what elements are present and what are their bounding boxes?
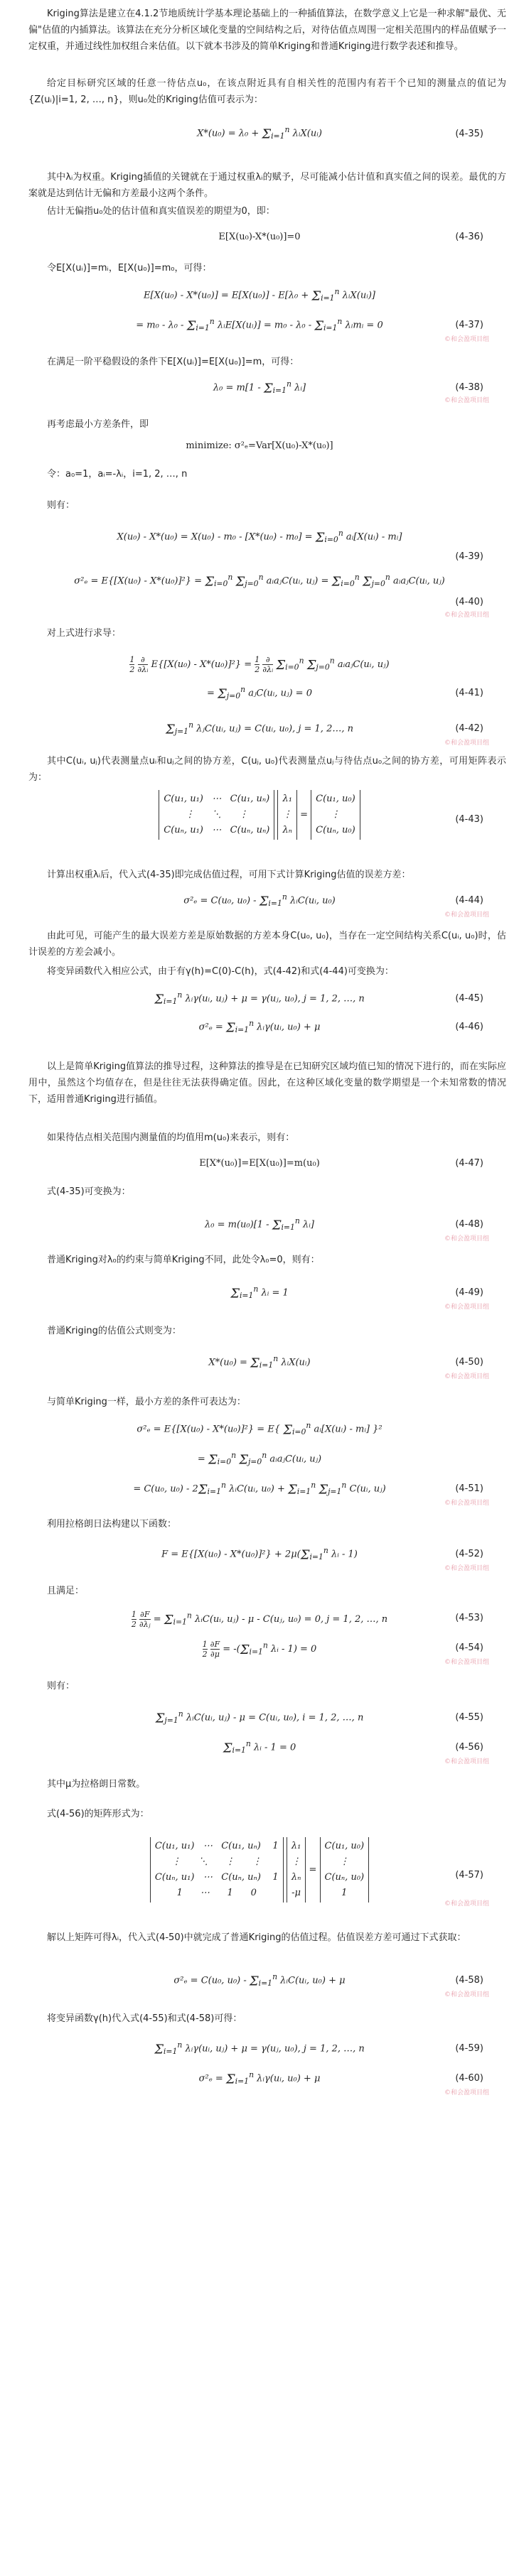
watermark: ©和会盈项目组 bbox=[444, 336, 489, 343]
watermark: ©和会盈项目组 bbox=[444, 2089, 489, 2096]
equation-number: (4-50) bbox=[455, 1357, 483, 1368]
equation-number: (4-58) bbox=[455, 1975, 483, 1986]
equation: $\sigma^2_e = \Sigma_{i=1}^n$ λᵢγ(uᵢ, u₀) + μ bbox=[198, 2070, 321, 2087]
equation-matrix: C(u₁, u₁) ⋯ C(u₁, uₙ) 1 ⋮ ⋱ ⋮ ⋮ C(uₙ, u₁) ⋯ C(uₙ, uₙ) 1 1 ⋯ 1 0 λ₁ ⋮ λₙ -μ = C(u₁, u₀) ⋮ C(uₙ, u₀) 1 bbox=[28, 1837, 491, 1903]
equation: $\sigma^2_e = \Sigma_{i=1}^n$ λᵢγ(uᵢ, u₀) + μ bbox=[198, 1019, 321, 1036]
equation: $\lambda_0 = m(u_0)[1 - \Sigma_{i=1}^n$ λᵢ] bbox=[205, 1216, 314, 1233]
equation-number: (4-51) bbox=[455, 1483, 483, 1494]
equation: = $\Sigma_{j=0}^n$ aⱼC(uᵢ, uⱼ) = 0 bbox=[207, 685, 312, 702]
equation: = C(u₀, $u_0) - 2\Sigma_{i=1}^n$ λᵢC(uᵢ, $u_0) + \Sigma_{i=1}^n$ $\Sigma_{j=1}^n$ C(uᵢ, uⱼ) bbox=[133, 1481, 386, 1498]
equation-matrix: C(u₁, u₁) ⋯ C(u₁, uₙ) ⋮ ⋱ ⋮ C(uₙ, u₁) ⋯ C(uₙ, uₙ) λ₁ ⋮ λₙ = C(u₁, u₀) ⋮ C(uₙ, u₀) bbox=[28, 790, 491, 840]
paragraph: 普通Kriging的估值公式则变为： bbox=[47, 1326, 181, 1336]
equation: $\frac{1}{2}$ $\frac{\partial}{\text{∂λᵢ}}$ E{[X(u₀) - X*(u₀)]²} = $\frac{1}{2}$ $\frac{\partial}{\text{∂λᵢ}}$ $\Sigma_{i=0}^n$ $\Sigma_{j=0}^n$ aᵢaⱼC(uᵢ, uⱼ) bbox=[129, 655, 390, 674]
equation: $X(u_0) - X*(u_0) = X(u_0) - m_0 - [X*(u_0) - m_0] = \Sigma_{i=0}^n$ aᵢ[X(uᵢ) - mᵢ] bbox=[117, 529, 402, 546]
paragraph: 以上是简单Kriging值算法的推导过程，这种算法的推导是在已知研究区域均值已知的情况下进行的，而在实际应用中，虽然这个均值存在，但是往往无法获得确定值。因此，在这种区域化变量的数学期望是一个未知常数的情况下，适用普通Kriging进行插值。 bbox=[28, 1061, 506, 1105]
equation-number: (4-41) bbox=[455, 688, 483, 698]
watermark: ©和会盈项目组 bbox=[444, 1235, 489, 1243]
paragraph: 式(4-35)可变换为： bbox=[47, 1186, 131, 1197]
equation-number: (4-53) bbox=[455, 1613, 483, 1623]
equation: $\Sigma_{i=1}^n$ λᵢγ(uᵢ, uⱼ) + μ = γ(uⱼ, u₀), j = 1, 2, …, n bbox=[154, 2040, 365, 2057]
equation: $X*(u_0) = \lambda_0 + \Sigma_{i=1}^n$ λᵢX(uᵢ) bbox=[197, 125, 322, 142]
equation-number: (4-47) bbox=[455, 1158, 483, 1169]
equation-number: (4-57) bbox=[455, 1870, 483, 1880]
paragraph: 由此可见，可能产生的最大误差方差是原始数据的方差本身C(u₀, u₀)，当存在一定空间结构关系C(uᵢ, u₀)时，估计误差的方差会减小。 bbox=[28, 931, 506, 958]
equation-number: (4-54) bbox=[455, 1643, 483, 1653]
equation: E[X*(u₀)]=E[X(u₀)]=m(u₀) bbox=[199, 1158, 320, 1169]
paragraph: 如果待估点相关范围内测量值的均值用m(u₀)来表示，则有： bbox=[47, 1132, 295, 1143]
equation-number: (4-44) bbox=[455, 895, 483, 906]
equation: $\Sigma_{i=1}^n$ λᵢ - 1 = 0 bbox=[223, 1739, 296, 1756]
equation: $\frac{1}{2}$ $\frac{\partial F}{\text{∂λⱼ}}$ = $\Sigma_{i=1}^n$ λᵢC(uᵢ, uⱼ) - μ - C(uⱼ, u₀) = 0, j = 1, 2, …, n bbox=[131, 1610, 388, 1629]
paragraph: 式(4-56)的矩阵形式为： bbox=[47, 1809, 149, 1819]
equation-number: (4-56) bbox=[455, 1742, 483, 1753]
watermark: ©和会盈项目组 bbox=[444, 1900, 489, 1907]
equation-number: (4-60) bbox=[455, 2073, 483, 2084]
paragraph: 给定目标研究区域的任意一待估点u₀，在该点附近具有自相关性的范围内有若干个已知的测量点的值记为{Z(uᵢ)|i=1, 2, …, n}，则u₀处的Kriging估值可表示为： bbox=[28, 78, 506, 105]
paragraph: 其中λᵢ为权重。Kriging插值的关键就在于通过权重λᵢ的赋予，尽可能减小估计值和真实值之间的误差。最优的方案就是达到估计无偏和方差最小这两个条件。 bbox=[28, 172, 506, 199]
paragraph: 利用拉格朗日法构建以下函数： bbox=[47, 1519, 177, 1530]
equation-number: (4-55) bbox=[455, 1712, 483, 1723]
watermark: ©和会盈项目组 bbox=[444, 1500, 489, 1507]
watermark: ©和会盈项目组 bbox=[444, 1659, 489, 1666]
equation: σ²ₑ = C(u₀, $u_0) - \Sigma_{i=1}^n$ λᵢC(uᵢ, u₀) bbox=[183, 892, 336, 909]
equation-number: (4-40) bbox=[455, 597, 483, 607]
paragraph: 再考虑最小方差条件，即 bbox=[47, 419, 149, 430]
equation-number: (4-59) bbox=[455, 2043, 483, 2054]
paragraph: 将变异函数代入相应公式，由于有γ(h)=C(0)-C(h)，式(4-42)和式(4-44)可变换为： bbox=[47, 966, 394, 977]
equation: $F = E\{[X(u_0) - X*(u_0)]^2\} + 2\mu(\Sigma_{i=1}^n$ λᵢ - 1) bbox=[161, 1546, 358, 1563]
equation: = $\Sigma_{i=0}^n$ $\Sigma_{j=0}^n$ aᵢaⱼC(uᵢ, uⱼ) bbox=[197, 1451, 322, 1468]
paragraph: 对上式进行求导： bbox=[47, 628, 122, 639]
equation: $\Sigma_{j=1}^n$ λⱼC(uᵢ, uⱼ) = C(uᵢ, u₀), j = 1, 2…, n bbox=[166, 720, 353, 737]
equation: $\Sigma_{i=1}^n$ λᵢγ(uᵢ, uⱼ) + μ = γ(uⱼ, u₀), j = 1, 2, …, n bbox=[154, 990, 365, 1007]
watermark: ©和会盈项目组 bbox=[444, 740, 489, 747]
paragraph: 其中C(uᵢ, uⱼ)代表测量点uᵢ和uⱼ之间的协方差，C(uⱼ, u₀)代表测量点uⱼ与待估点u₀之间的协方差，可用矩阵表示为： bbox=[28, 756, 506, 783]
equation-number: (4-48) bbox=[455, 1219, 483, 1230]
equation: σ²ₑ = C(u₀, $u_0) - \Sigma_{i=1}^n$ λᵢC(uᵢ, u₀) + μ bbox=[173, 1972, 346, 1989]
equation-number: (4-36) bbox=[455, 232, 483, 242]
paragraph: 则有： bbox=[47, 1681, 75, 1692]
equation: E[X(u₀)-X*(u₀)]=0 bbox=[218, 232, 301, 242]
equation-number: (4-45) bbox=[455, 993, 483, 1004]
watermark: ©和会盈项目组 bbox=[444, 1565, 489, 1572]
equation-number: (4-52) bbox=[455, 1549, 483, 1559]
paragraph: 令E[X(uᵢ)]=mᵢ，E[X(u₀)]=m₀，可得： bbox=[47, 263, 212, 274]
watermark: ©和会盈项目组 bbox=[444, 1991, 489, 1998]
equation-number: (4-35) bbox=[455, 129, 483, 139]
equation: $\Sigma_{j=1}^n$ λᵢC(uᵢ, uⱼ) - μ = C(uᵢ, u₀), i = 1, 2, …, n bbox=[155, 1709, 364, 1726]
paragraph: 普通Kriging对λ₀的约束与简单Kriging不同，此处令λ₀=0，则有： bbox=[47, 1255, 320, 1265]
equation-number: (4-46) bbox=[455, 1022, 483, 1032]
paragraph: 且满足： bbox=[47, 1586, 85, 1596]
watermark: ©和会盈项目组 bbox=[444, 1758, 489, 1765]
equation: $\lambda_0 = m[1 - \Sigma_{i=1}^n$ λᵢ] bbox=[213, 379, 306, 396]
equation-number: (4-43) bbox=[455, 814, 483, 825]
paragraph: 则有： bbox=[47, 500, 75, 511]
equation: $\frac{1}{2}$ $\frac{\partial F}{\partial\mu}$ = $-(\Sigma_{i=1}^n$ λᵢ - 1) = 0 bbox=[202, 1640, 317, 1659]
equation: minimize: σ²ₑ=Var[X(u₀)-X*(u₀)] bbox=[186, 440, 333, 451]
equation: $\Sigma_{i=1}^n$ λᵢ = 1 bbox=[230, 1284, 289, 1301]
intro-paragraph: Kriging算法是建立在4.1.2节地质统计学基本理论基础上的一种插值算法，在数学意义上它是一种求解"最优、无偏"估值的内插算法。该算法在充分分析区域化变量的空间结构之后，对待估值点周围一定相关范围内的样品值赋予一定权重，并通过线性加权组合来估值。以下就本书涉及的简单Kriging和普通Kriging进行数学表述和推导。 bbox=[28, 9, 506, 52]
equation: $\sigma^2_e = E\{[X(u_0) - X*(u_0)]^2\} = \Sigma_{i=0}^n$ $\Sigma_{j=0}^n$ aᵢaⱼC(uᵢ, uⱼ) = $\Sigma_{i=0}^n$ $\Sigma_{j=0}^n$ aᵢaⱼC(uᵢ, uⱼ) bbox=[74, 573, 445, 590]
watermark: ©和会盈项目组 bbox=[444, 397, 489, 404]
equation-number: (4-49) bbox=[455, 1287, 483, 1298]
paragraph: 在满足一阶平稳假设的条件下E[X(uᵢ)]=E[X(u₀)]=m，可得： bbox=[47, 357, 299, 367]
paragraph: 计算出权重λᵢ后，代入式(4-35)即完成估值过程，可用下式计算Kriging估值的误差方差： bbox=[47, 870, 411, 880]
equation: σ²ₑ = E{[X(u₀) - X*(u₀)]²} = E{ $\Sigma_{i=0}^n$ aᵢ[X(uᵢ) - mᵢ] }² bbox=[137, 1421, 382, 1438]
equation-number: (4-42) bbox=[455, 723, 483, 734]
equation: = $m_0 - \lambda_0 - \Sigma_{i=1}^n$ λᵢE[X(uᵢ)] = $m_0 - \lambda_0 - \Sigma_{i=1}^n$ λᵢmᵢ = 0 bbox=[136, 317, 383, 334]
paragraph: 令：a₀=1，aᵢ=-λᵢ，i=1, 2, …, n bbox=[47, 469, 188, 480]
paragraph: 其中μ为拉格朗日常数。 bbox=[47, 1779, 146, 1790]
paragraph: 与简单Kriging一样，最小方差的条件可表达为： bbox=[47, 1397, 246, 1407]
watermark: ©和会盈项目组 bbox=[444, 612, 489, 619]
equation-number: (4-39) bbox=[455, 551, 483, 562]
watermark: ©和会盈项目组 bbox=[444, 1304, 489, 1311]
watermark: ©和会盈项目组 bbox=[444, 1373, 489, 1380]
equation: $X*(u_0) = \Sigma_{i=1}^n$ λᵢX(uᵢ) bbox=[208, 1354, 311, 1371]
paragraph: 将变异函数γ(h)代入式(4-55)和式(4-58)可得： bbox=[47, 2013, 242, 2024]
equation-number: (4-37) bbox=[455, 320, 483, 330]
paragraph: 解以上矩阵可得λᵢ，代入式(4-50)中就完成了普通Kriging的估值过程。估值误差方差可通过下式获取： bbox=[47, 1932, 466, 1943]
watermark: ©和会盈项目组 bbox=[444, 911, 489, 919]
equation-number: (4-38) bbox=[455, 382, 483, 393]
equation: $E[X(u_0) - X*(u_0)] = E[X(u_0)] - E[\lambda_0 + \Sigma_{i=1}^n$ λᵢX(uᵢ)] bbox=[144, 287, 375, 304]
paragraph: 估计无偏指u₀处的估计值和真实值误差的期望为0，即： bbox=[47, 206, 275, 217]
